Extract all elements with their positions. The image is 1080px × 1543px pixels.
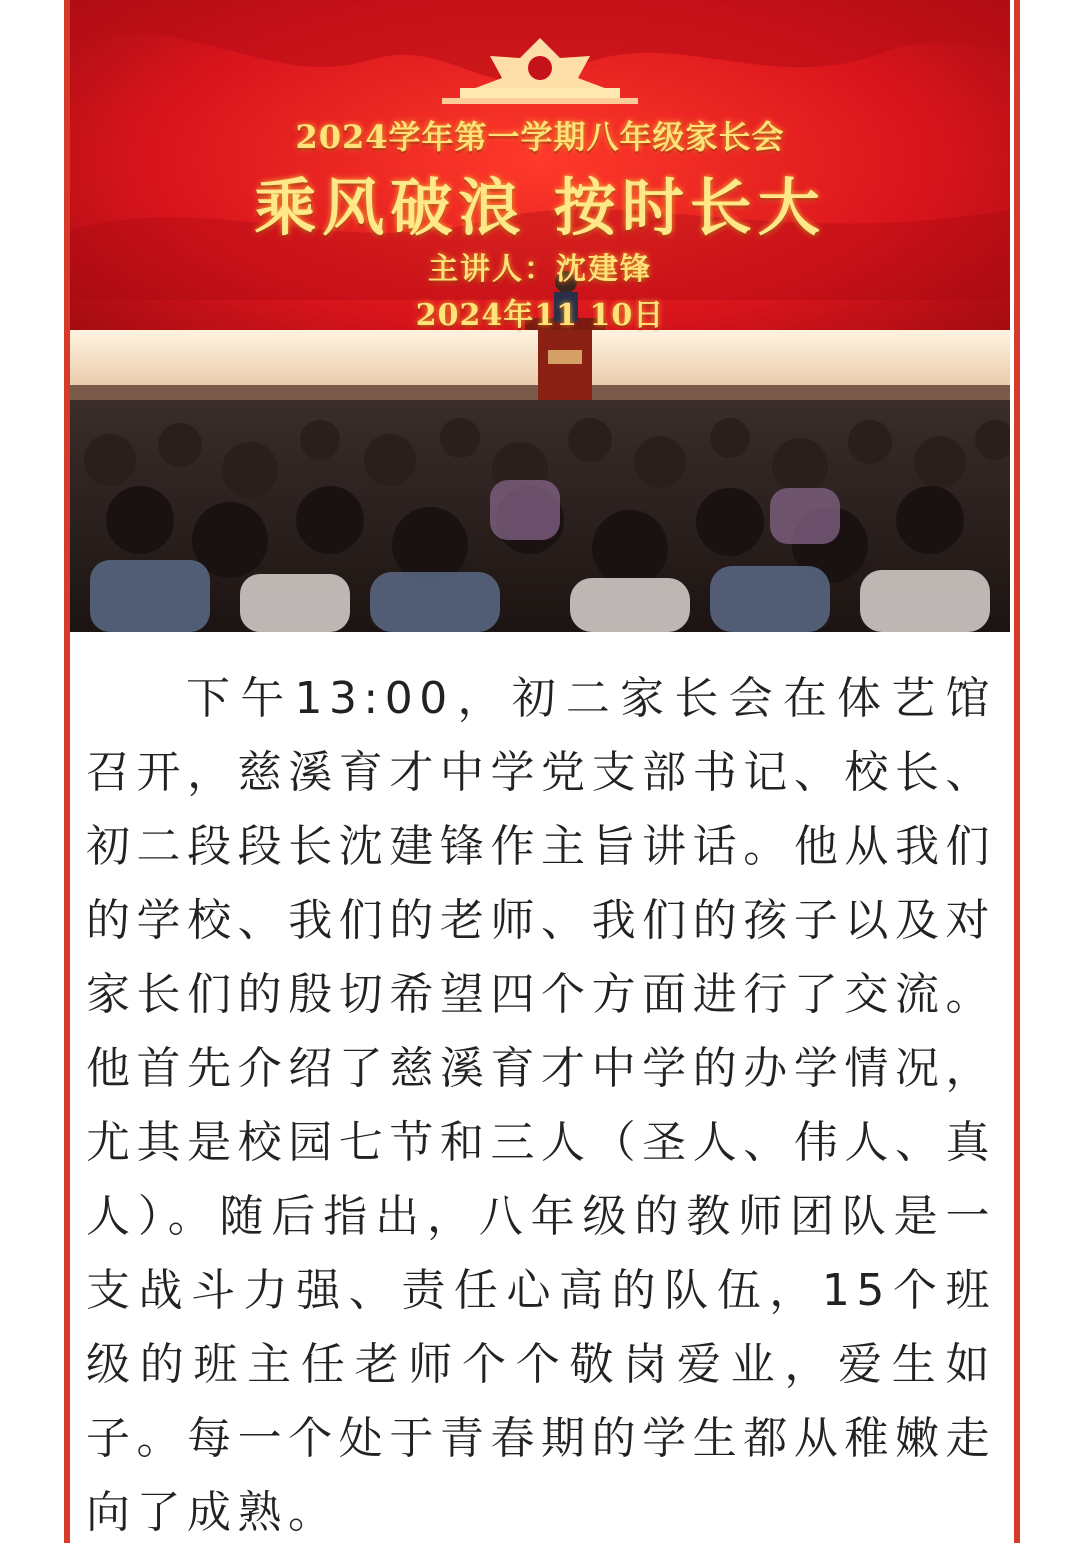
banner-speaker: 主讲人：沈建锋 xyxy=(428,252,652,287)
article-body xyxy=(86,662,996,1543)
banner-date: 2024年11 10日 xyxy=(415,298,665,333)
banner-title: 乘风破浪 按时长大 xyxy=(254,171,826,244)
event-photo xyxy=(70,0,1010,632)
banner-subtitle: 2024学年第一学期八年级家长会 xyxy=(295,118,785,156)
article-paragraph: 下午13:00，初二家长会在体艺馆召开，慈溪育才中学党支部书记、校长、初二段段长沈建锋作主旨讲话。他从我们的学校、我们的老师、我们的孩子以及对家长们的殷切希望四个方面进行了交流。他首先介绍了慈溪育才中学的办学情况，尤其是校园七节和三人（圣人、伟人、真人）。随后指出，八年级的教师团队是一支战斗力强、责任心高的队伍，15个班级的班主任老师个个敬岗爱业，爱生如子。每一个处于青春期的学生都从稚嫩走向了成熟。 xyxy=(86,673,996,1538)
